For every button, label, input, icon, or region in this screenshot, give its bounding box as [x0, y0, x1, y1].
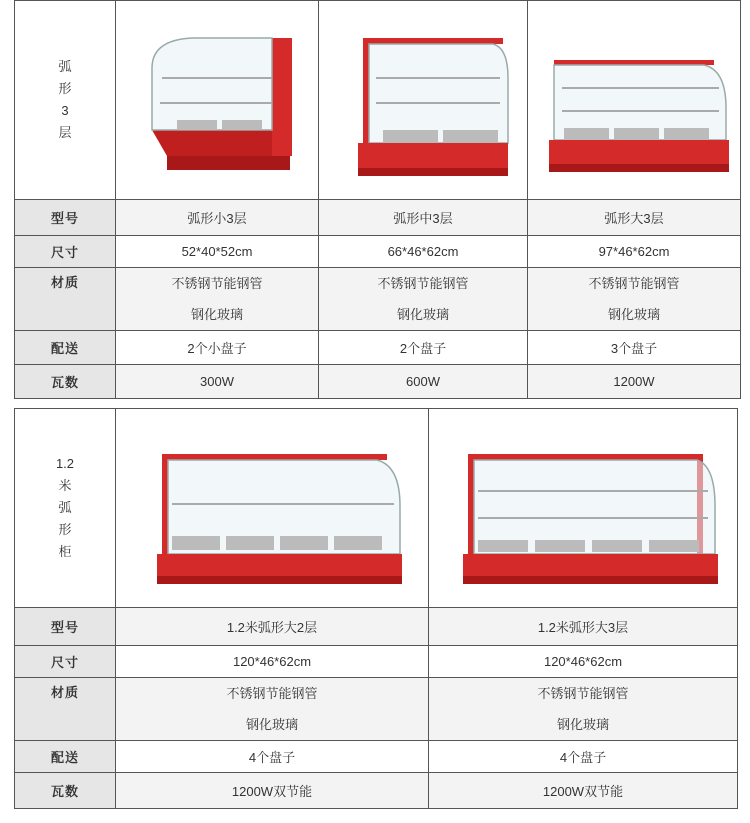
size-value: 120*46*62cm — [116, 646, 429, 678]
accessory-value: 2个盘子 — [319, 331, 528, 365]
accessory-value: 4个盘子 — [116, 741, 429, 773]
material-value: 不锈钢节能钢管 钢化玻璃 — [116, 268, 319, 331]
product-image-large-3-tier — [528, 1, 741, 200]
model-value: 弧形小3层 — [116, 200, 319, 236]
label-material: 材质 — [15, 268, 116, 331]
model-value: 1.2米弧形大2层 — [116, 608, 429, 646]
label-model: 型号 — [15, 608, 116, 646]
label-power: 瓦数 — [15, 773, 116, 809]
series-title-1.2m-curved: 1.2 米 弧 形 柜 — [15, 409, 116, 608]
label-accessory: 配送 — [15, 331, 116, 365]
accessory-value: 4个盘子 — [429, 741, 738, 773]
power-value: 1200W — [528, 365, 741, 399]
product-image-medium-3-tier — [319, 1, 528, 200]
accessory-value: 2个小盘子 — [116, 331, 319, 365]
material-value: 不锈钢节能钢管 钢化玻璃 — [116, 678, 429, 741]
power-value: 300W — [116, 365, 319, 399]
label-model: 型号 — [15, 200, 116, 236]
product-image-small-3-tier — [116, 1, 319, 200]
label-material: 材质 — [15, 678, 116, 741]
product-image-1.2m-2-tier — [116, 409, 429, 608]
material-value: 不锈钢节能钢管 钢化玻璃 — [429, 678, 738, 741]
spec-table-curved-3-tier — [14, 0, 741, 399]
series-title-curved-3-tier: 弧 形 3 层 — [15, 1, 116, 200]
accessory-value: 3个盘子 — [528, 331, 741, 365]
model-value: 1.2米弧形大3层 — [429, 608, 738, 646]
size-value: 52*40*52cm — [116, 236, 319, 268]
label-size: 尺寸 — [15, 236, 116, 268]
product-image-1.2m-3-tier — [429, 409, 738, 608]
power-value: 1200W双节能 — [429, 773, 738, 809]
size-value: 120*46*62cm — [429, 646, 738, 678]
label-size: 尺寸 — [15, 646, 116, 678]
power-value: 1200W双节能 — [116, 773, 429, 809]
model-value: 弧形中3层 — [319, 200, 528, 236]
material-value: 不锈钢节能钢管 钢化玻璃 — [319, 268, 528, 331]
spec-table-1.2m-curved — [14, 408, 738, 809]
power-value: 600W — [319, 365, 528, 399]
label-accessory: 配送 — [15, 741, 116, 773]
label-power: 瓦数 — [15, 365, 116, 399]
size-value: 66*46*62cm — [319, 236, 528, 268]
material-value: 不锈钢节能钢管 钢化玻璃 — [528, 268, 741, 331]
size-value: 97*46*62cm — [528, 236, 741, 268]
model-value: 弧形大3层 — [528, 200, 741, 236]
